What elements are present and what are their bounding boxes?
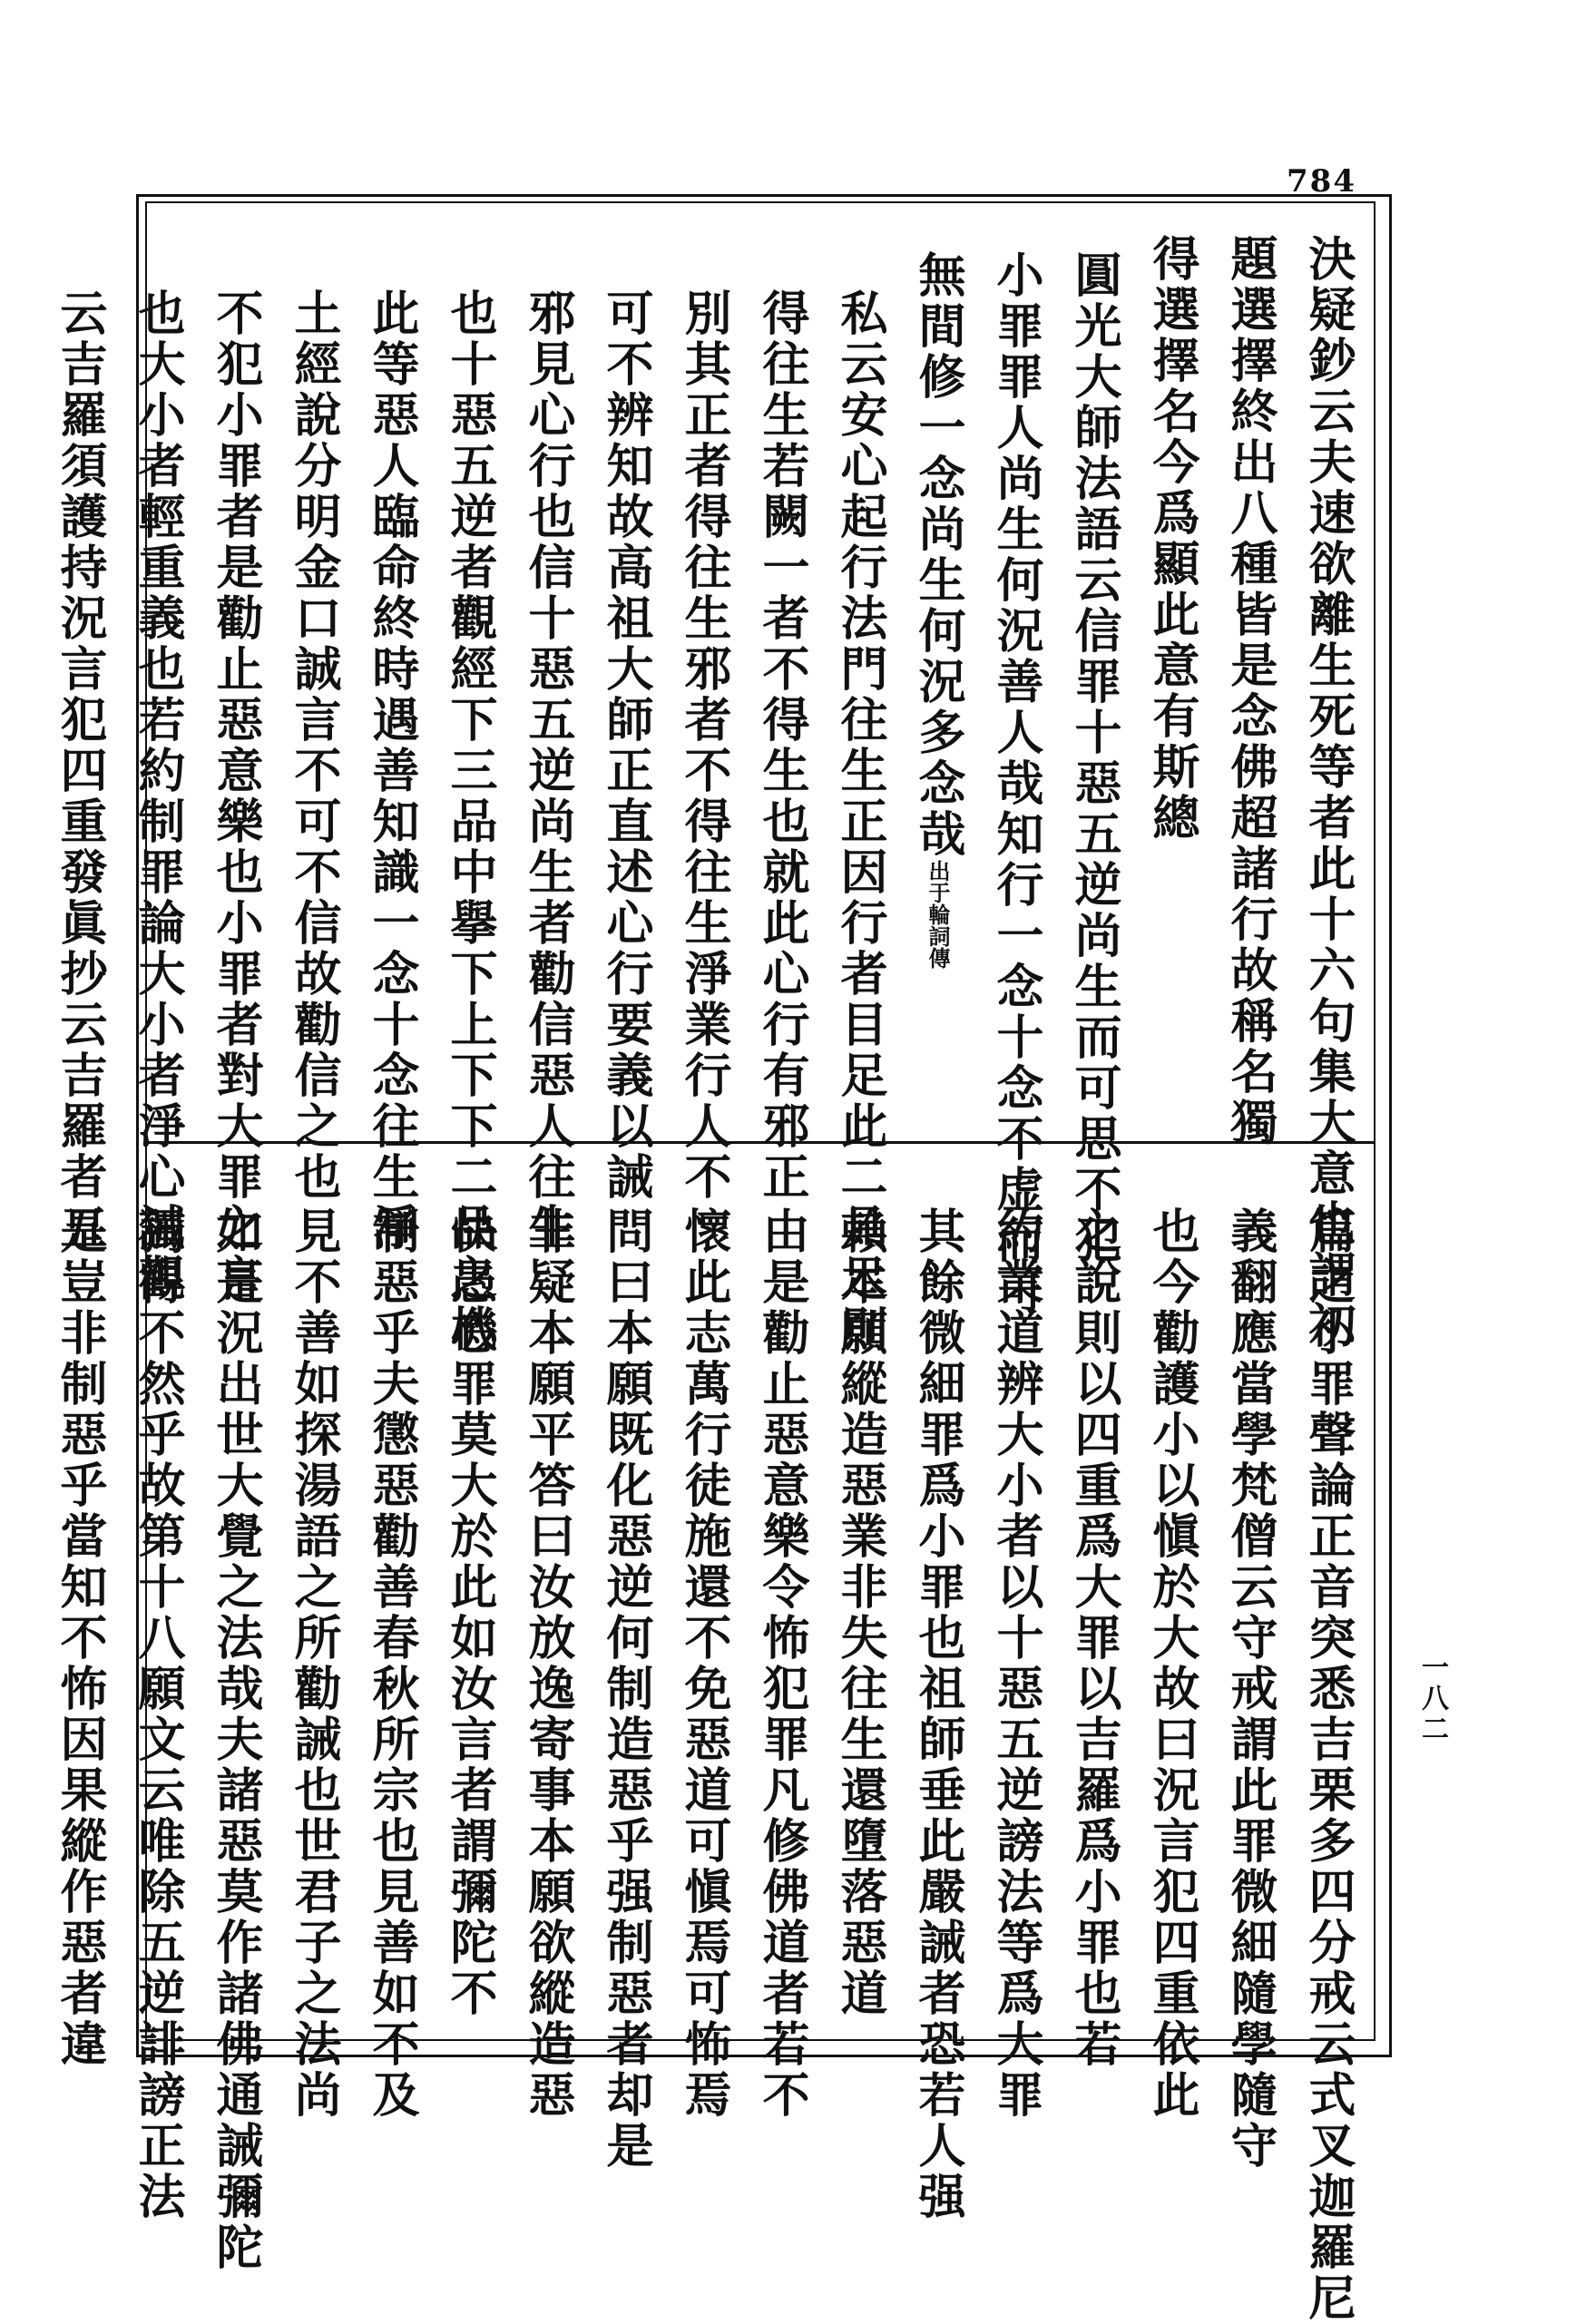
text-column: 決疑鈔云夫速欲離生死等者此十六句集大意也謂初	[1300, 234, 1356, 1352]
text-column: 云吉羅須護持況言犯四重發眞抄云吉羅者五	[52, 288, 107, 1254]
text-column: 題選擇終出八種皆是念佛超諸行故稱名獨	[1222, 234, 1278, 1148]
text-column: 快愚心罪莫大於此如汝言者謂彌陀不	[442, 1206, 497, 2019]
page-number: 784	[1287, 163, 1356, 200]
text-column-with-note	[898, 234, 976, 1132]
text-column: 不犯小罪者是勸止惡意樂也小罪者對大罪之言	[208, 288, 263, 1304]
text-column: 見不善如探湯語之所勸誡也世君子之法尚	[286, 1206, 341, 2121]
text-column: 由是勸止惡意樂令怖犯罪凡修佛道者若不	[754, 1206, 809, 2121]
text-column: 也十惡五逆者觀經下三品中擧下上下下二品之機	[442, 288, 497, 1355]
text-column: 懷此志萬行徒施還不免惡道可愼焉可怖焉	[676, 1206, 731, 2121]
top-text-section	[52, 234, 1366, 1355]
text-column: 制惡乎夫懲惡勸善春秋所宗也見善如不及	[364, 1206, 419, 2121]
source-note: 出于輪詞傳	[925, 860, 951, 969]
bottom-text-section	[52, 1206, 1366, 2324]
text-column: 是豈非制惡乎當知不怖因果縱作惡者違	[52, 1206, 107, 2070]
text-column: 此等惡人臨命終時遇善知識一念十念往生淨	[364, 288, 419, 1254]
text-column: 也大小者輕重義也若約制罪論大小者淨心誡觀	[130, 288, 185, 1304]
text-column: 之說則以四重爲大罪以吉羅爲小罪也若	[1066, 1206, 1121, 2070]
text-column: 邪見心行也信十惡五逆尚生者勸信惡人往生	[520, 288, 575, 1254]
text-column: 義翻應當學梵僧云守戒謂此罪微細隨學隨守	[1222, 1206, 1278, 2172]
text-column: 問曰本願既化惡逆何制造惡乎强制惡者却是	[598, 1206, 653, 2172]
text-column: 別其正者得往生邪者不得往生淨業行人不	[676, 288, 731, 1203]
text-column-body: 無間修一念尚生何況多念哉	[910, 250, 965, 860]
text-column: 圓光大師法語云信罪十惡五逆尚生而可思不犯	[1066, 250, 1121, 1266]
text-column: 約業道辨大小者以十惡五逆謗法等爲大罪	[988, 1206, 1043, 2121]
margin-folio: 一八二	[1416, 1653, 1448, 1745]
text-column: 小罪罪人尚生何況善人哉知行一念十念不虚而可	[988, 250, 1043, 1317]
text-column: 賴本願縱造惡業非失往生還墮落惡道	[832, 1206, 887, 2019]
text-column: 得往生若闕一者不得生也就此心行有邪正	[754, 288, 809, 1203]
text-column: 篇之小罪聲論正音突悉吉栗多四分戒云式叉迦羅尼	[1300, 1206, 1356, 2324]
text-column: 私云安心起行法門往生正因行者目足此二具足則	[832, 288, 887, 1355]
text-column: 獨得不然乎故第十八願文云唯除五逆誹謗正法	[130, 1206, 185, 2222]
text-column: 其餘微細罪爲小罪也祖師垂此嚴誡者恐若人强	[910, 1206, 965, 2222]
text-column: 非疑本願平答曰汝放逸寄事本願欲縱造惡	[520, 1206, 575, 2121]
text-column: 可不辨知故高祖大師正直述心行要義以誡	[598, 288, 653, 1203]
text-column: 如是況出世大覺之法哉夫諸惡莫作諸佛通誡彌陀	[208, 1206, 263, 2273]
text-column: 得選擇名今爲顯此意有斯總	[1144, 234, 1199, 844]
text-column: 也今勸護小以愼於大故曰況言犯四重依此	[1144, 1206, 1199, 2121]
text-column: 土經說分明金口誠言不可不信故勸信之也	[286, 288, 341, 1203]
